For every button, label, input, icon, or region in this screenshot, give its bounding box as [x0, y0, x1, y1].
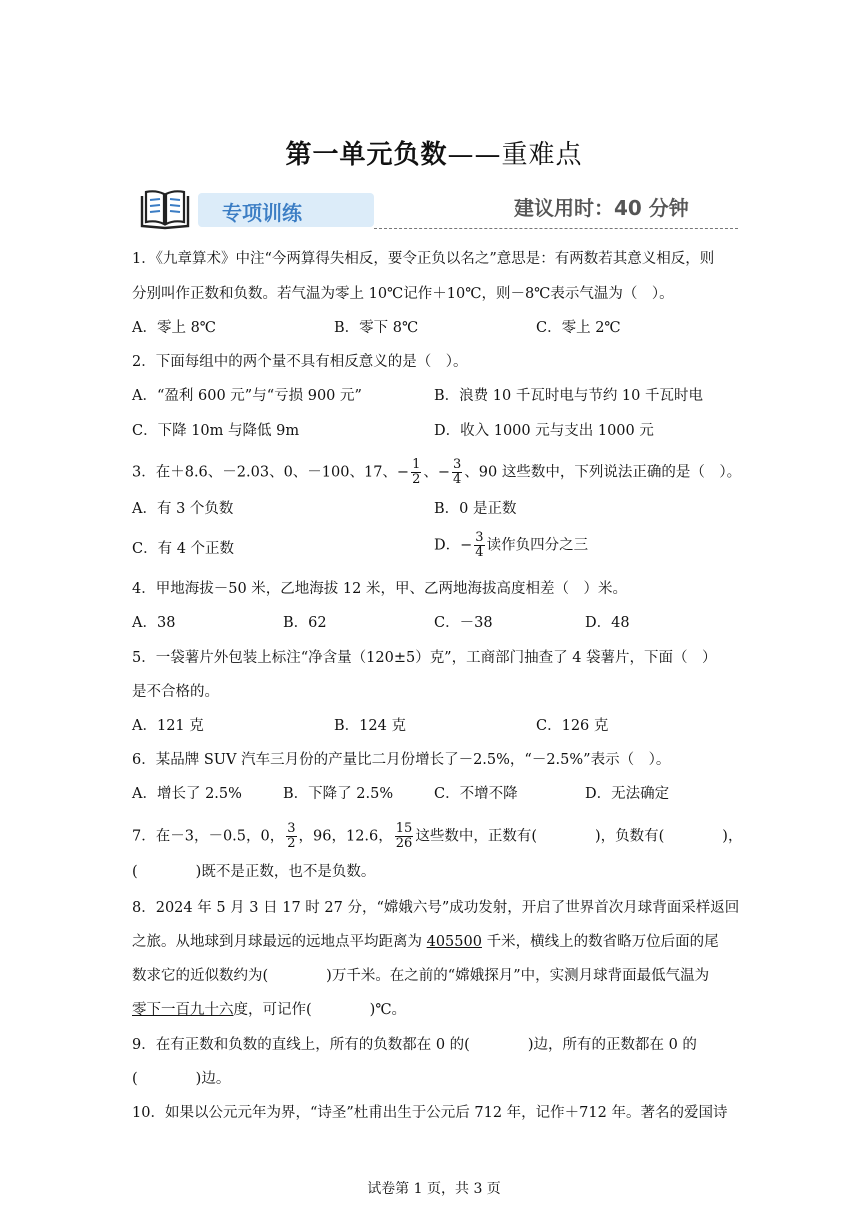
book-icon — [138, 186, 192, 232]
q3-stem-post: 、90 这些数中，下列说法正确的是（ ）。 — [464, 464, 742, 481]
q7-fraction-1 — [286, 822, 296, 851]
q1-line2: 分别叫作正数和负数。若气温为零上 10℃记作＋10℃，则－8℃表示气温为（ ）。 — [132, 286, 674, 302]
q1-option-b: B．零下 8℃ — [334, 320, 419, 336]
q5-line1: 5．一袋薯片外包装上标注“净含量（120±5）克”，工商部门抽查了 4 袋薯片，下面（ ） — [132, 650, 717, 666]
q2-option-b: B．浪费 10 千瓦时电与节约 10 千瓦时电 — [434, 388, 703, 404]
q7-fraction-2 — [395, 822, 414, 851]
q3-d-numerator: 3 — [475, 530, 484, 545]
q3-fraction-2 — [452, 458, 462, 487]
q3-stem: 3．在＋8.6、－2.03、0、－100、17、− $\frac{1}{2}$ 、− $\frac{3}{4}$ 、90 这些数中，下列说法正确的是（ ）。 — [132, 457, 742, 487]
q6-option-d: D．无法确定 — [585, 786, 670, 802]
q2-option-c: C．下降 10m 与降低 9m — [132, 423, 300, 439]
q3-option-d-fraction — [474, 531, 484, 560]
q6-stem: 6．某品牌 SUV 汽车三月份的产量比二月份增长了－2.5%，“－2.5%”表示（ ）。 — [132, 752, 671, 768]
q5-line2: 是不合格的。 — [132, 684, 219, 700]
q3-option-d-post: 读作负四分之三 — [486, 537, 589, 554]
q8-underlined-temperature: 零下一百九十六 — [132, 1002, 234, 1018]
q7-f1-denominator: 2 — [287, 836, 296, 851]
q1-option-c: C．零上 2℃ — [536, 320, 621, 336]
q6-option-b: B．下降了 2.5% — [283, 786, 394, 802]
q7-mid: ，96，12.6， — [298, 828, 393, 845]
q4-option-b: B．62 — [283, 615, 327, 631]
q3-separator: 、 — [423, 464, 438, 481]
q9-line1: 9．在有正数和负数的直线上，所有的负数都在 0 的( )边，所有的正数都在 0 的 — [132, 1037, 697, 1053]
q2-stem: 2．下面每组中的两个量不具有相反意义的是（ ）。 — [132, 354, 468, 370]
q3-option-b: B．0 是正数 — [434, 501, 517, 517]
section-banner — [138, 186, 738, 232]
q8-line4 — [132, 1000, 406, 1020]
q4-option-c: C．－38 — [434, 615, 493, 631]
q3-f1-denominator: 2 — [412, 472, 421, 487]
section-label-pill — [198, 193, 374, 227]
q9-line2: ( )边。 — [132, 1071, 231, 1087]
title-main: 第一单元负数 — [285, 140, 448, 170]
q4-stem: 4．甲地海拔－50 米，乙地海拔 12 米，甲、乙两地海拔高度相差（ ）米。 — [132, 581, 627, 597]
q8-line4-post: 度，可记作( )℃。 — [233, 1002, 407, 1018]
q8-line2 — [132, 932, 719, 952]
q2-option-a: A．“盈利 600 元”与“亏损 900 元” — [132, 388, 362, 404]
q3-d-denominator: 4 — [475, 545, 484, 560]
page-title — [0, 134, 868, 171]
q7-f2-denominator: 26 — [395, 836, 413, 851]
q7-f1-numerator: 3 — [287, 821, 296, 836]
q5-option-c: C．126 克 — [536, 718, 609, 734]
section-label: 专项训练 — [222, 201, 302, 225]
q3-option-c: C．有 4 个正数 — [132, 541, 235, 557]
q1-line1: 1．《九章算术》中注“今两算得失相反，要令正负以名之”意思是：有两数若其意义相反，则 — [132, 251, 715, 267]
q4-option-d: D．48 — [585, 615, 630, 631]
q7-f2-numerator: 15 — [395, 821, 413, 836]
q3-stem-pre: 3．在＋8.6、－2.03、0、－100、17、 — [132, 464, 397, 481]
suggested-time: 建议用时：40 分钟 — [514, 196, 689, 220]
page-footer: 试卷第 1 页，共 3 页 — [367, 1181, 501, 1197]
q8-line2-post: 千米，横线上的数省略万位后面的尾 — [481, 934, 719, 950]
q3-f1-numerator: 1 — [412, 457, 421, 472]
q3-fraction-1 — [411, 458, 421, 487]
q7-pre: 7．在－3，－0.5，0， — [132, 828, 285, 845]
q7-post: 这些数中，正数有( )，负数有( )， — [415, 828, 743, 845]
q10-line1: 10．如果以公元元年为界，“诗圣”杜甫出生于公元后 712 年，记作＋712 年。著名的爱国诗 — [132, 1105, 728, 1121]
banner-divider — [374, 228, 738, 229]
q3-option-d: D．− $\frac{3}{4}$ 读作负四分之三 — [434, 530, 589, 560]
q2-option-d: D．收入 1000 元与支出 1000 元 — [434, 423, 654, 439]
q6-option-a: A．增长了 2.5% — [132, 786, 242, 802]
q7-line2: ( )既不是正数，也不是负数。 — [132, 864, 376, 880]
q8-line1: 8．2024 年 5 月 3 日 17 时 27 分，“嫦娥六号”成功发射，开启了世界首次月球背面采样返回 — [132, 900, 740, 916]
q3-f2-numerator: 3 — [453, 457, 462, 472]
q3-option-a: A．有 3 个负数 — [132, 501, 234, 517]
q8-line2-pre: 之旅。从地球到月球最远的远地点平均距离为 — [132, 934, 427, 950]
q3-option-d-pre: D． — [434, 537, 461, 554]
q4-option-a: A．38 — [132, 615, 176, 631]
q3-f2-denominator: 4 — [453, 472, 462, 487]
q5-option-a: A．121 克 — [132, 718, 204, 734]
q8-underlined-distance: 405500 — [426, 934, 482, 950]
q1-option-a: A．零上 8℃ — [132, 320, 217, 336]
q8-line3: 数求它的近似数约为( )万千米。在之前的“嫦娥探月”中，实测月球背面最低气温为 — [132, 968, 710, 984]
q5-option-b: B．124 克 — [334, 718, 406, 734]
q7-line1 — [132, 822, 742, 851]
title-sub: ——重难点 — [447, 140, 583, 170]
q6-option-c: C．不增不降 — [434, 786, 518, 802]
